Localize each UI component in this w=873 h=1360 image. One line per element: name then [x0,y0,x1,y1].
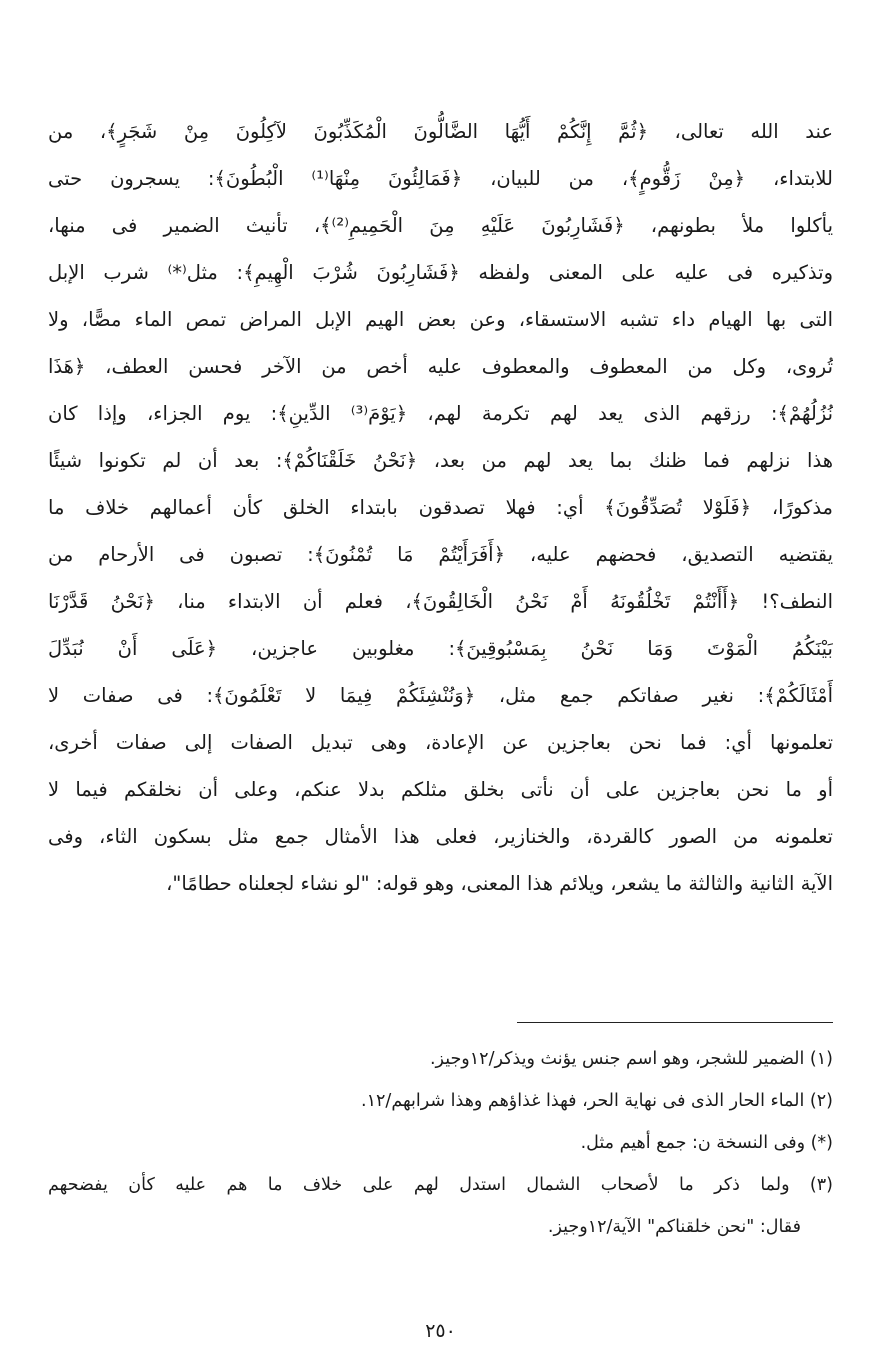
footnotes [48,1038,833,1248]
text-line: يقتضيه التصديق، فحضهم عليه، ﴿أَفَرَأَيْتُمْ مَا تُمْنُونَ﴾: تصبون فى الأرحام من [48,543,833,566]
footnote-star: (*) وفى النسخة ن: جمع أهيم مثل. [580,1133,833,1153]
footnote-1: (١) الضمير للشجر، وهو اسم جنس يؤنث ويذكر/١٢وجيز. [429,1049,833,1069]
text-line: نُزُلُهُمْ﴾: رزقهم الذى يعد لهم تكرمة لهم، ﴿يَوْمَ⁽³⁾ الدِّينِ﴾: يوم الجزاء، وإذا كان [48,402,833,425]
text-line: تعلمونه من الصور كالقردة، والخنازير، فعلى هذا الأمثال جمع مثل بسكون الثاء، وفى [48,825,833,848]
text-line: تعلمونها أي: فما نحن بعاجزين عن الإعادة، وهى تبديل الصفات إلى صفات أخرى، [48,731,833,754]
text-line: يأكلوا ملأ بطونهم، ﴿فَشَارِبُونَ عَلَيْهِ مِنَ الْحَمِيمِ⁽²⁾﴾، تأنيث الضمير فى منها، [48,214,833,237]
text-line: وتذكيره فى عليه على المعنى ولفظه ﴿فَشَارِبُونَ شُرْبَ الْهِيمِ﴾: مثل⁽*⁾ شرب الإبل [48,261,833,284]
main-text [48,108,833,907]
page-number: ٢٥٠ [425,1320,456,1342]
text-line: تُروى، وكل من المعطوف والمعطوف عليه أخص من الآخر فحسن العطف، ﴿هَذَا [48,355,833,378]
footnote-3-continued: فقال: "نحن خلقناكم" الآية/١٢وجيز. [547,1217,801,1237]
book-page [48,108,833,1360]
text-line: التى بها الهيام داء تشبه الاستسقاء، وعن بعض الهيم الإبل المراض تمص الماء مصًّا، ولا [48,308,833,331]
footnote-3: (٣) ولما ذكر ما لأصحاب الشمال استدل لهم على خلاف ما هم عليه كأن يفضحهم [48,1175,833,1195]
footnote-separator [517,1022,833,1023]
text-line: بَيْنَكُمُ الْمَوْتَ وَمَا نَحْنُ بِمَسْبُوقِينَ﴾: مغلوبين عاجزين، ﴿عَلَى أَنْ نُبَدِّلَ [48,637,833,660]
text-line: هذا نزلهم فما ظنك بما يعد لهم من بعد، ﴿نَحْنُ خَلَقْنَاكُمْ﴾: بعد أن لم تكونوا شيئًا [48,449,833,472]
text-line: الآية الثانية والثالثة ما يشعر، ويلائم هذا المعنى، وهو قوله: "لو نشاء لجعلناه حطامًا"، [166,872,833,895]
footnote-2: (٢) الماء الحار الذى فى نهاية الحر، فهذا غذاؤهم وهذا شرابهم/١٢. [361,1091,833,1111]
text-line: للابتداء، ﴿مِنْ زَقُّومٍ﴾، من للبيان، ﴿فَمَالِئُونَ مِنْهَا⁽¹⁾ الْبُطُونَ﴾: يسجرون حتى [48,167,833,190]
text-line: النطف؟! ﴿أَأَنْتُمْ تَخْلُقُونَهُ أَمْ نَحْنُ الْخَالِقُونَ﴾، فعلم أن الابتداء منا، ﴿نَحْنُ قَدَّرْنَا [48,590,833,613]
text-line: مذكورًا، ﴿فَلَوْلا تُصَدِّقُونَ﴾ أي: فهلا تصدقون بابتداء الخلق كأن أعمالهم خلاف ما [48,496,833,519]
text-line: أو ما نحن بعاجزين على أن نأتى بخلق مثلكم بدلا عنكم، وعلى أن نخلقكم فيما لا [48,778,833,801]
text-line: أَمْثَالَكُمْ﴾: نغير صفاتكم جمع مثل، ﴿وَنُنْشِئَكُمْ فِيمَا لا تَعْلَمُونَ﴾: فى صفات لا [48,684,833,707]
text-line: عند الله تعالى، ﴿ثُمَّ إِنَّكُمْ أَيُّهَا الضَّالُّونَ الْمُكَذِّبُونَ لآكِلُونَ مِنْ شَجَرٍ﴾، من [48,120,833,143]
